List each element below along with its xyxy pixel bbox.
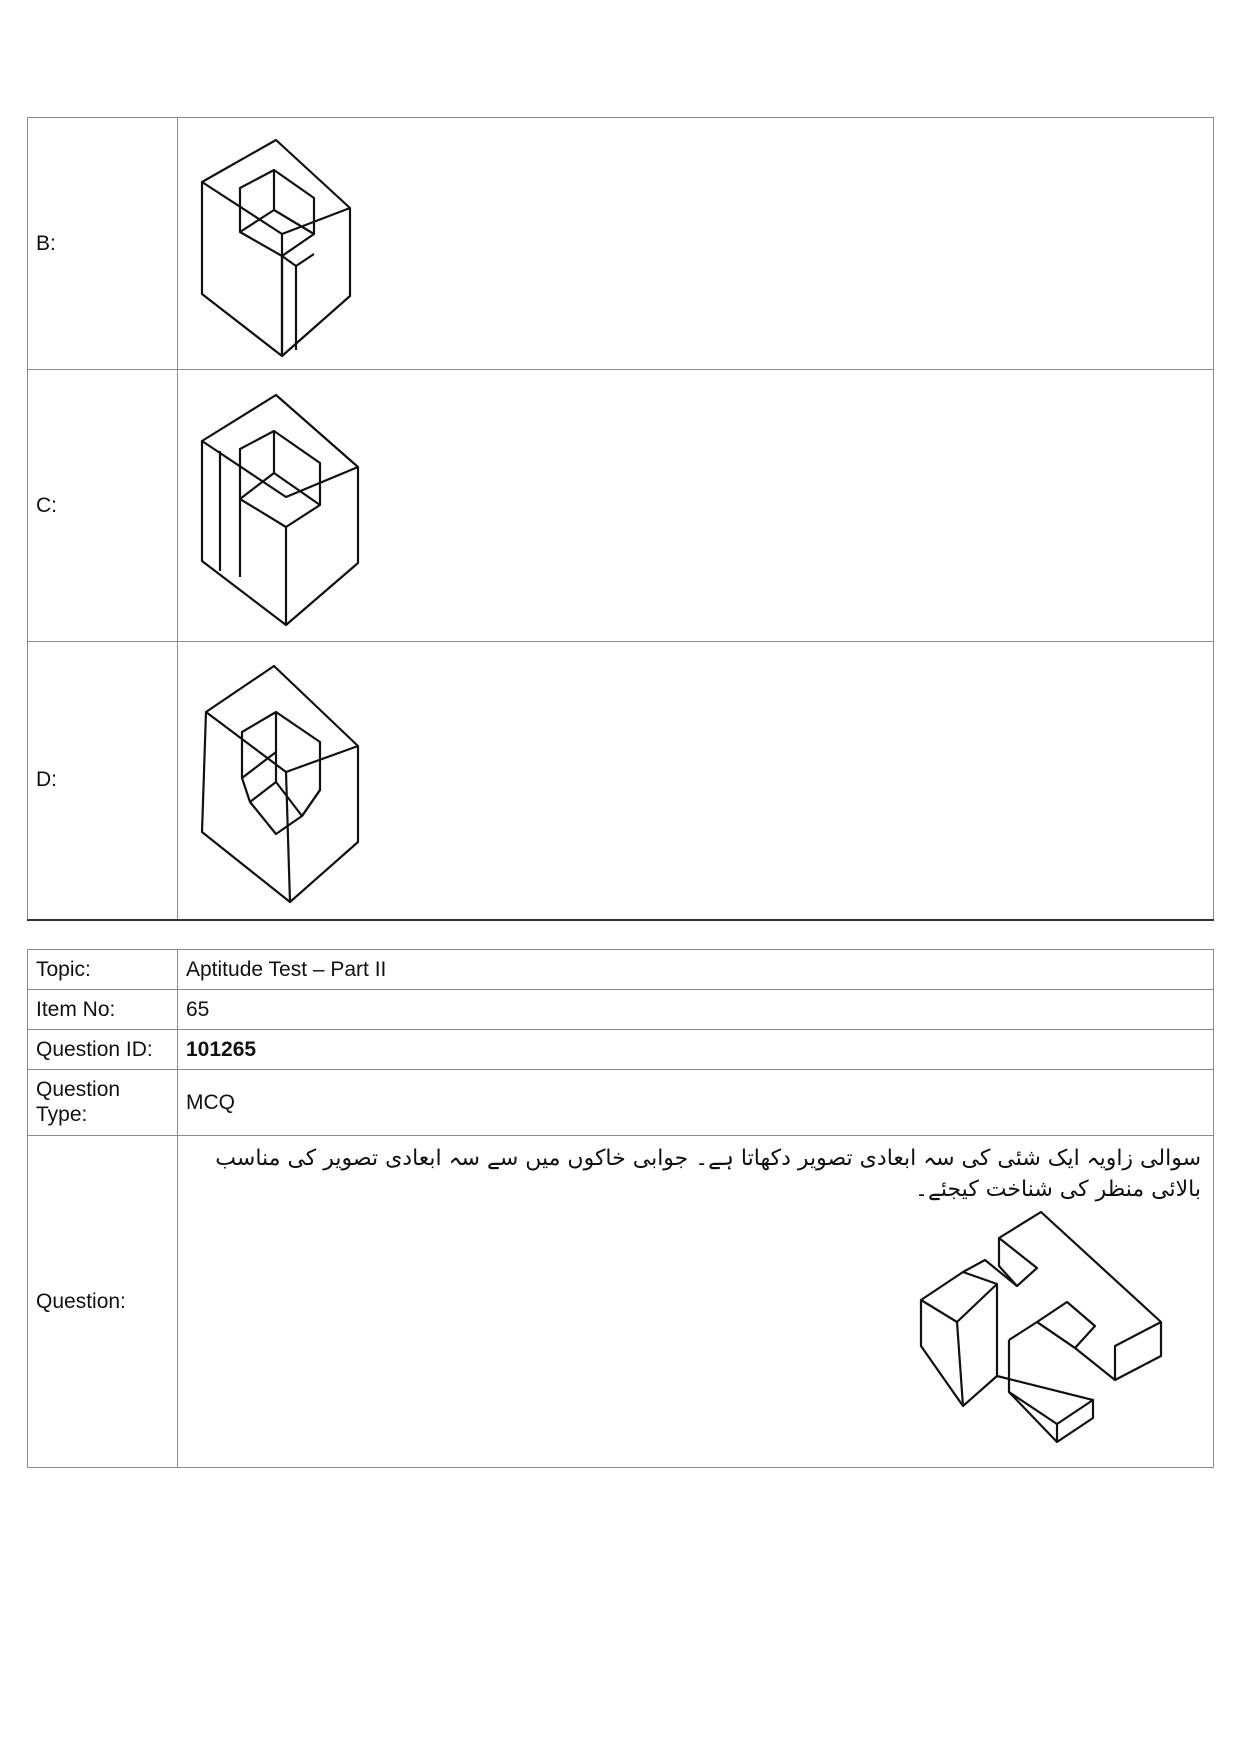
item-label: Item No: [28, 990, 178, 1030]
question-figure-wrap [178, 1206, 1213, 1455]
option-figure-cell [178, 642, 1214, 920]
question-type-label: Question Type: [28, 1070, 178, 1136]
option-row-b [28, 118, 1214, 370]
option-label: B: [28, 118, 178, 370]
question-label: Question: [28, 1136, 178, 1468]
question-meta-table [27, 949, 1214, 1468]
item-row [28, 990, 1214, 1030]
option-figure-cell [178, 370, 1214, 642]
item-value: 65 [178, 990, 1214, 1030]
option-label: D: [28, 642, 178, 920]
option-b-figure [190, 124, 370, 364]
topic-value: Aptitude Test – Part II [178, 950, 1214, 990]
option-figure-cell [178, 118, 1214, 370]
options-table [27, 117, 1214, 921]
option-label: C: [28, 370, 178, 642]
question-figure [917, 1206, 1193, 1450]
question-text: سوالی زاویہ ایک شئی کی سہ ابعادی تصویر دکھاتا ہے۔ جوابی خاکوں میں سے سہ ابعادی تصویر کی مناسب بالائی منظر کی شناخت کیجئے۔ [215, 1146, 1201, 1202]
question-id-label: Question ID: [28, 1030, 178, 1070]
topic-row [28, 950, 1214, 990]
question-type-row [28, 1070, 1214, 1136]
question-id-row [28, 1030, 1214, 1070]
option-c-figure [190, 381, 370, 631]
question-id-value: 101265 [178, 1030, 1214, 1070]
option-row-d [28, 642, 1214, 920]
question-type-value: MCQ [178, 1070, 1214, 1136]
option-row-c [28, 370, 1214, 642]
question-body [178, 1136, 1214, 1468]
option-d-figure [190, 652, 370, 908]
topic-label: Topic: [28, 950, 178, 990]
question-row [28, 1136, 1214, 1468]
